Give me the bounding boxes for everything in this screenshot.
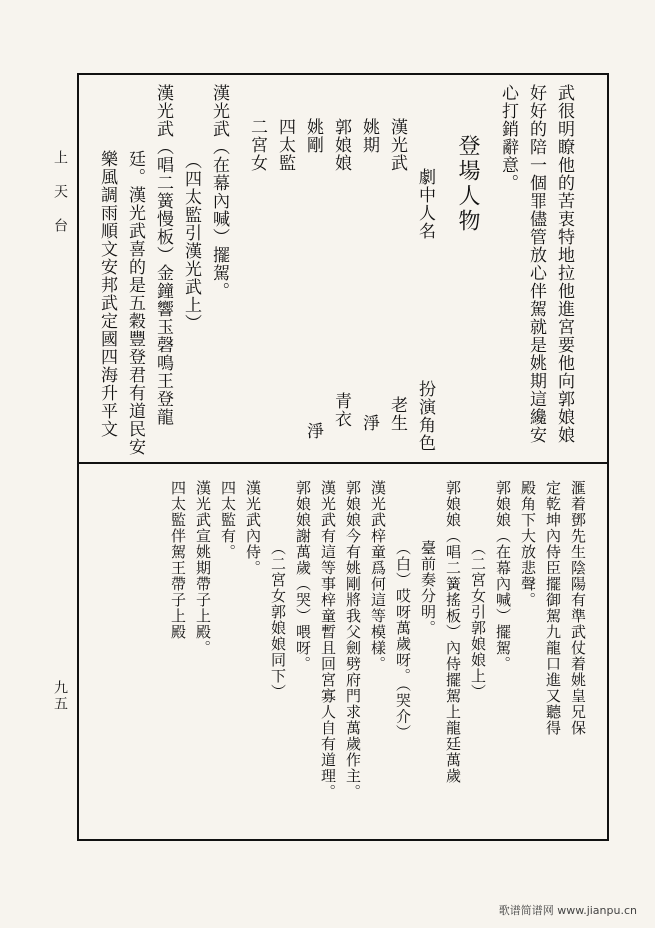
section-divider	[77, 462, 609, 464]
bottom-line-6: 郭娘娘（唱二簧搖板）內侍擺駕上龍廷萬歲	[444, 480, 462, 784]
margin-title: 上天台	[52, 150, 68, 252]
bottom-line-3: 殿角下大放悲聲。	[519, 480, 537, 608]
cast-name-6: 二宮女	[247, 118, 267, 172]
cast-header-name: 劇中人名	[415, 168, 435, 240]
cast-name-3: 郭娘娘	[331, 118, 351, 172]
cast-role-2: 淨	[359, 414, 379, 432]
script-line-2: （四太監引漢光武上）	[181, 152, 201, 332]
bottom-line-10: 郭娘娘今有姚剛將我父劍劈府門求萬歲作主。	[344, 480, 362, 800]
cast-name-4: 姚剛	[303, 118, 323, 154]
page-number: 九五	[52, 680, 68, 712]
script-line-5: 樂風調雨順文安邦武定國四海升平文	[97, 150, 117, 438]
script-line-4: 廷。漢光武喜的是五穀豐登君有道民安	[125, 150, 145, 456]
narration-line-3: 心打銷辭意。	[498, 84, 518, 192]
bottom-line-5: （二宮女引郭娘娘上）	[469, 540, 487, 700]
cast-name-5: 四太監	[275, 118, 295, 172]
bottom-line-15: 四太監有。	[219, 480, 237, 560]
script-line-1: 漢光武（在幕內喊）擺駕。	[209, 84, 229, 300]
bottom-line-9: 漢光武梓童爲何這等模樣。	[369, 480, 387, 672]
cast-name-2: 姚期	[359, 118, 379, 154]
watermark: 歌谱简谱网 www.jianpu.cn	[498, 904, 637, 917]
cast-name-1: 漢光武	[387, 118, 407, 172]
bottom-line-1: 滙着鄧先生陰陽有準武仗着姚皇兄保	[569, 480, 587, 736]
bottom-line-4: 郭娘娘（在幕內喊）擺駕。	[494, 480, 512, 672]
cast-role-1: 老生	[387, 396, 407, 432]
cast-title: 登場人物	[455, 134, 480, 234]
bottom-line-14: 漢光武內侍。	[244, 480, 262, 576]
cast-role-3: 青衣	[331, 392, 351, 428]
bottom-line-2: 定乾坤內侍臣擺御駕九龍口進又聽得	[544, 480, 562, 736]
narration-line-1: 武很明瞭他的苦衷特地拉他進宮要他向郭娘娘	[554, 84, 574, 444]
bottom-line-17: 四太監伴駕王帶子上殿	[169, 480, 187, 640]
bottom-line-16: 漢光武宣姚期帶子上殿。	[194, 480, 212, 656]
script-line-3: 漢光武（唱二簧慢板）金鐘響玉磬鳴王登龍	[153, 84, 173, 426]
bottom-line-8: （白）哎呀萬歲呀。（哭介）	[394, 540, 412, 741]
bottom-line-13: （二宮女郭娘娘同下）	[269, 540, 287, 700]
cast-role-4: 淨	[303, 422, 323, 440]
bottom-line-12: 郭娘娘謝萬歲（哭）喂呀。	[294, 480, 312, 672]
narration-line-2: 好好的陪一個罪儘管放心伴駕就是姚期這纔安	[526, 84, 546, 444]
cast-header-role: 扮演角色	[415, 380, 435, 452]
bottom-line-11: 漢光武有這等事梓童暫且回宮寡人自有道理。	[319, 480, 337, 800]
bottom-line-7: 臺前奏分明。	[419, 540, 437, 636]
